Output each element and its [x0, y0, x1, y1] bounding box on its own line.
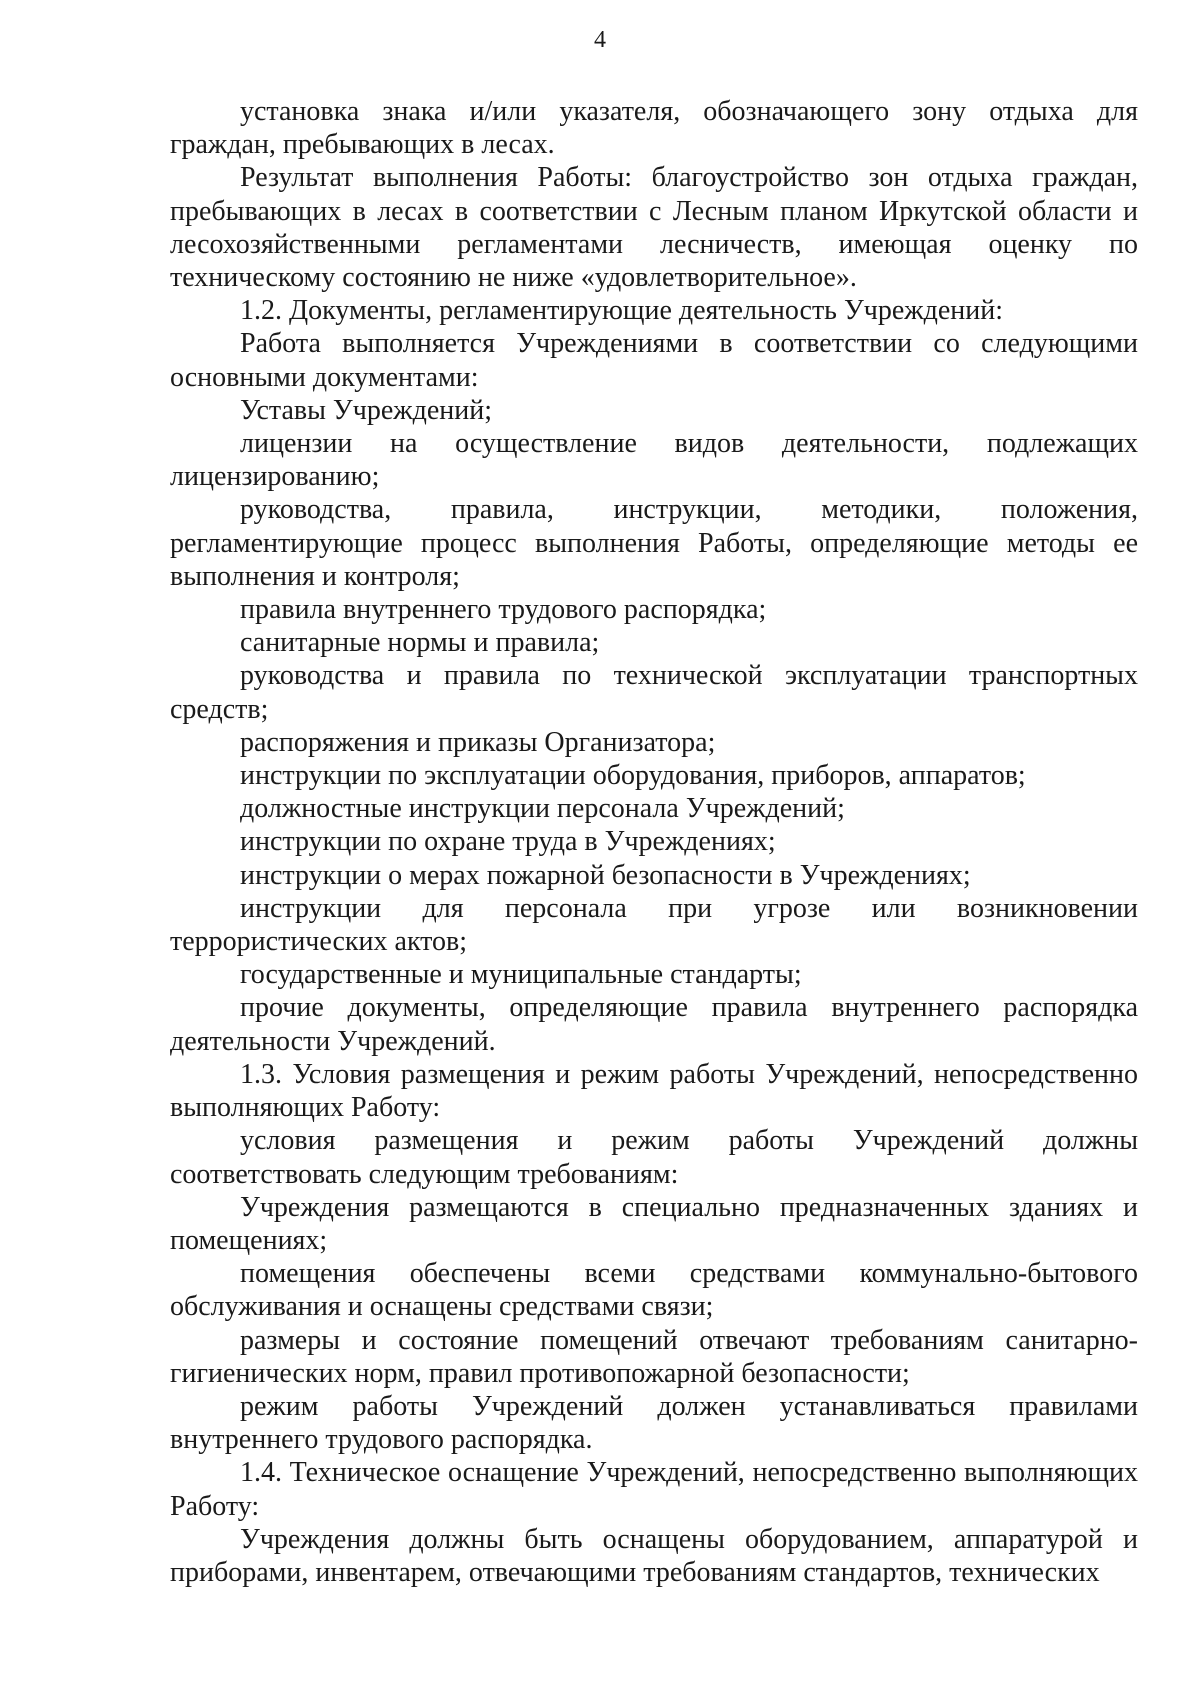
- document-body: [170, 95, 1138, 1589]
- list-item-work-schedule: режим работы Учреждений должен устанавливаться правилами внутреннего трудового распорядка.: [170, 1390, 1138, 1456]
- paragraph-documents-intro: Работа выполняется Учреждениями в соответствии со следующими основными документами:: [170, 328, 1138, 393]
- list-item-fire-safety: инструкции о мерах пожарной безопасности в Учреждениях;: [240, 859, 971, 891]
- list-item-buildings: Учреждения размещаются в специально предназначенных зданиях и помещениях;: [170, 1191, 1138, 1256]
- list-item-sanitary-norms: санитарные нормы и правила;: [240, 627, 600, 659]
- page-number: 4: [594, 27, 606, 53]
- list-item-terrorism-instructions: инструкции для персонала при угрозе или возникновении террористических актов;: [170, 892, 1138, 958]
- list-item-utilities: помещения обеспечены всеми средствами коммунально-бытового обслуживания и оснащены средствами связи;: [170, 1258, 1138, 1323]
- paragraph-work-result: Результат выполнения Работы: благоустройство зон отдыха граждан, пребывающих в лесах в соответствии с Лесным планом Иркутской области и лесохозяйственными регламентами лесничеств, имеющая оценку по техническому состоянию не ниже «удовлетворительное».: [170, 162, 1138, 294]
- list-item-room-requirements: размеры и состояние помещений отвечают требованиям санитарно-гигиенических норм, правил противопожарной безопасности;: [170, 1324, 1138, 1389]
- list-item-guidelines: руководства, правила, инструкции, методики, положения, регламентирующие процесс выполнения Работы, определяющие методы ее выполнения и контроля;: [170, 494, 1138, 592]
- list-item-equipment-instructions: инструкции по эксплуатации оборудования, приборов, аппаратов;: [240, 760, 1026, 792]
- list-item-labor-rules: правила внутреннего трудового распорядка;: [240, 594, 767, 626]
- list-item-licenses: лицензии на осуществление видов деятельности, подлежащих лицензированию;: [170, 428, 1138, 493]
- section-heading-1-2: 1.2. Документы, регламентирующие деятельность Учреждений:: [240, 295, 1004, 327]
- section-heading-1-3: 1.3. Условия размещения и режим работы Учреждений, непосредственно выполняющих Работу:: [170, 1058, 1138, 1124]
- paragraph-equipment: Учреждения должны быть оснащены оборудованием, аппаратурой и приборами, инвентарем, отвечающими требованиям стандартов, технических: [170, 1523, 1138, 1588]
- paragraph-sign-installation: установка знака и/или указателя, обозначающего зону отдыха для граждан, пребывающих в лесах.: [170, 96, 1138, 161]
- list-item-job-descriptions: должностные инструкции персонала Учреждений;: [240, 793, 845, 825]
- list-item-standards: государственные и муниципальные стандарты;: [240, 959, 802, 991]
- section-heading-1-4: 1.4. Техническое оснащение Учреждений, непосредственно выполняющих Работу:: [170, 1457, 1138, 1522]
- paragraph-placement-conditions: условия размещения и режим работы Учреждений должны соответствовать следующим требованиям:: [170, 1125, 1138, 1190]
- list-item-charters: Уставы Учреждений;: [240, 394, 493, 426]
- list-item-other-documents: прочие документы, определяющие правила внутреннего распорядка деятельности Учреждений.: [170, 992, 1138, 1057]
- list-item-labor-safety: инструкции по охране труда в Учреждениях;: [240, 826, 776, 858]
- list-item-vehicle-manuals: руководства и правила по технической эксплуатации транспортных средств;: [170, 660, 1138, 725]
- list-item-orders: распоряжения и приказы Организатора;: [240, 726, 716, 758]
